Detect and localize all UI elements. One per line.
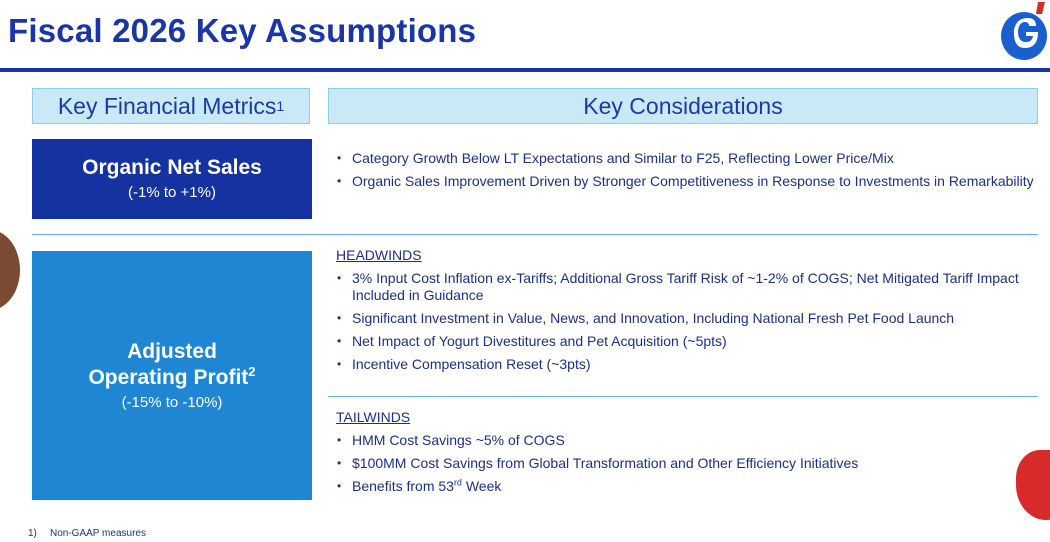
metric-adjusted-operating-profit	[32, 251, 312, 500]
header-key-financial-metrics: Key Financial Metrics 1	[32, 88, 310, 124]
metric-name: Organic Net Sales	[82, 156, 262, 179]
metric-organic-net-sales	[32, 139, 312, 219]
page-title: Fiscal 2026 Key Assumptions	[8, 12, 477, 49]
header-right-label: Key Considerations	[583, 92, 783, 119]
metric-name-line2	[88, 365, 255, 391]
list-item-text: Benefits from 53	[352, 478, 454, 494]
metric-range: (-1% to +1%)	[128, 184, 216, 201]
general-mills-g-logo-icon	[998, 0, 1050, 62]
footnote	[28, 528, 146, 539]
metric-name-text: Operating Profit	[88, 365, 249, 389]
title-divider	[0, 68, 1050, 72]
bullet-list	[336, 432, 1036, 495]
section-divider	[32, 234, 1038, 235]
metric-name-line1: Adjusted	[127, 339, 217, 363]
metric-footnote: 2	[248, 363, 256, 379]
headwinds-heading: HEADWINDS	[336, 247, 422, 263]
ordinal-suffix: rd	[453, 477, 462, 488]
footnote-text: Non-GAAP measures	[50, 528, 146, 539]
bullet-list	[336, 150, 1036, 190]
header-left-label: Key Financial Metrics	[57, 92, 277, 119]
list-item-text: Week	[461, 478, 502, 494]
list-item: • HMM Cost Savings ~5% of COGS	[336, 432, 1036, 449]
section-divider	[328, 396, 1038, 397]
list-item: • Incentive Compensation Reset (~3pts)	[336, 356, 1036, 373]
list-item: • Organic Sales Improvement Driven by Stronger Competitiveness in Response to Investments in Remarkability	[336, 173, 1036, 190]
footnote-number: 1)	[28, 528, 37, 539]
list-item: • Net Impact of Yogurt Divestitures and Pet Acquisition (~5pts)	[336, 333, 1036, 350]
header-key-considerations	[328, 88, 1038, 124]
list-item: • Significant Investment in Value, News, and Innovation, Including National Fresh Pet Food Launch	[336, 310, 1036, 327]
list-item	[336, 478, 1036, 495]
bullet-list	[336, 270, 1036, 373]
tailwinds-section	[336, 408, 1036, 501]
list-item: • $100MM Cost Savings from Global Transformation and Other Efficiency Initiatives	[336, 455, 1036, 472]
list-item: • Category Growth Below LT Expectations and Similar to F25, Reflecting Lower Price/Mix	[336, 150, 1036, 167]
decorative-food-image-left	[0, 230, 20, 310]
headwinds-section	[336, 246, 1036, 379]
organic-sales-considerations	[336, 150, 1036, 196]
metric-range: (-15% to -10%)	[121, 393, 223, 411]
tailwinds-heading: TAILWINDS	[336, 409, 411, 425]
list-item: • 3% Input Cost Inflation ex-Tariffs; Additional Gross Tariff Risk of ~1-2% of COGS; Net Mitigated Tariff Impact Included in Guidance	[336, 270, 1036, 304]
